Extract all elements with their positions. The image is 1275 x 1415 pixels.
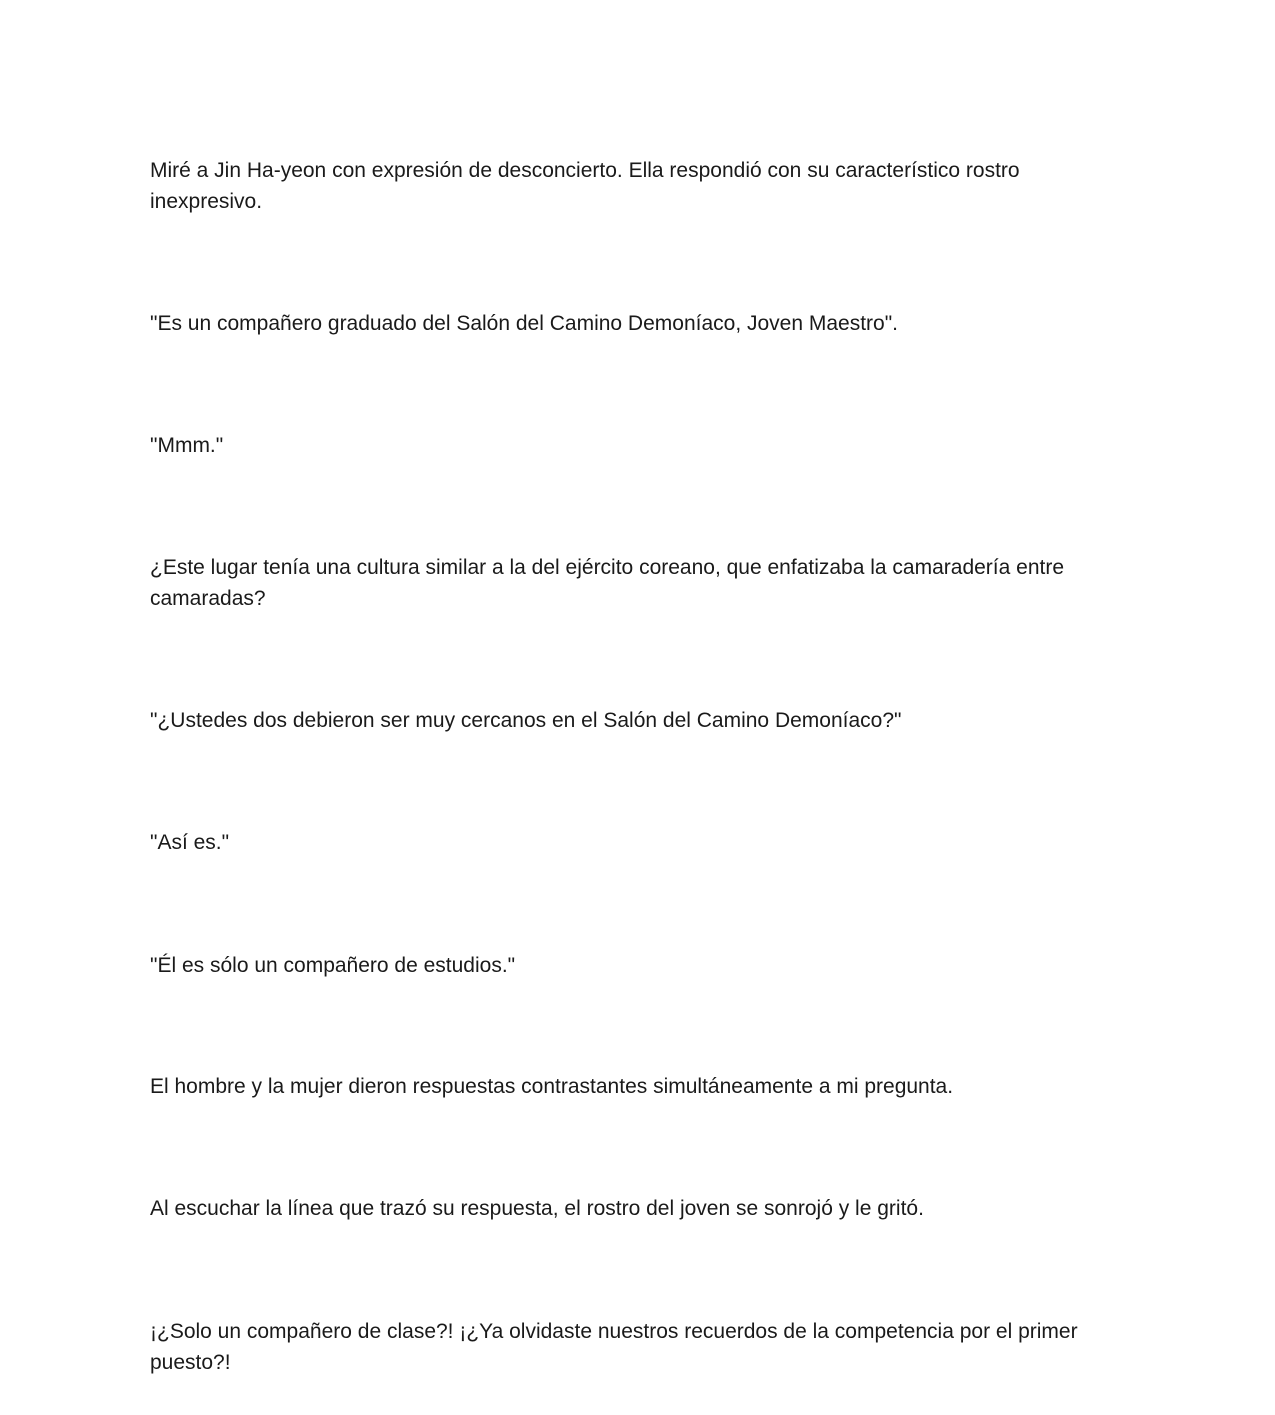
paragraph-narration: ¿Este lugar tenía una cultura similar a la del ejército coreano, que enfatizaba la camaradería entre camaradas? [150, 556, 1065, 610]
paragraph-dialogue: "Él es sólo un compañero de estudios." [150, 954, 516, 977]
paragraph-narration: Al escuchar la línea que trazó su respuesta, el rostro del joven se sonrojó y le gritó. [150, 1197, 924, 1220]
paragraph-narration: Miré a Jin Ha-yeon con expresión de desconcierto. Ella respondió con su característico rostro inexpresivo. [150, 159, 1020, 213]
paragraph-narration: El hombre y la mujer dieron respuestas contrastantes simultáneamente a mi pregunta. [150, 1075, 954, 1098]
paragraph-dialogue: ¡¿Solo un compañero de clase?! ¡¿Ya olvidaste nuestros recuerdos de la competencia por el primer puesto?! [150, 1320, 1078, 1374]
paragraph-dialogue: "Así es." [150, 831, 230, 854]
paragraph-dialogue: "Mmm." [150, 434, 224, 457]
paragraph-dialogue: "Es un compañero graduado del Salón del Camino Demoníaco, Joven Maestro". [150, 312, 899, 335]
paragraph-dialogue: "¿Ustedes dos debieron ser muy cercanos en el Salón del Camino Demoníaco?" [150, 709, 902, 732]
